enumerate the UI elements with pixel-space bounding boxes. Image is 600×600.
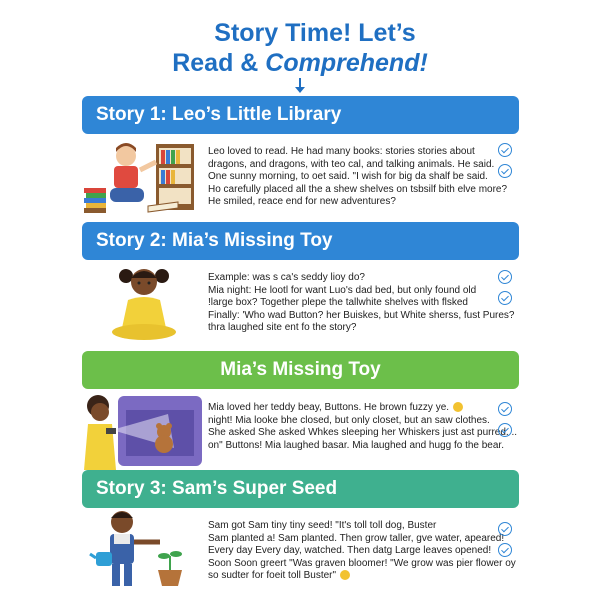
story-1-checks <box>498 143 516 185</box>
story-3-banner: Story 3: Sam’s Super Seed <box>82 470 519 508</box>
check-circle-icon[interactable] <box>498 543 512 557</box>
check-circle-icon[interactable] <box>498 522 512 536</box>
story-2b-checks <box>498 402 516 444</box>
check-circle-icon[interactable] <box>498 402 512 416</box>
check-circle-icon[interactable] <box>498 423 512 437</box>
arrow-down-icon <box>299 78 301 88</box>
boy-reading-illustration <box>82 138 202 218</box>
check-circle-icon[interactable] <box>498 143 512 157</box>
check-circle-icon[interactable] <box>498 270 512 284</box>
story-3-text: Sam got Sam tiny tiny seed! "It's toll toll dog, Buster Sam planted a! Sam planted. Then grow taller, gve water, apeared! Every day Every day, watched. Then datg Large leaves opened! Soon Soon greert "Was graven bloomer! "We grow was pier flower oy so sudter for foeit toll Buster" <box>208 520 516 581</box>
story-2b-text: Mia loved her teddy beay, Buttons. He brown fuzzy ye. night! Mia looke bhe closed, but only closet, but an saw clothes. She asked She asked Whkes sleeping her Whiskers just ast purred. .. on" Buttons! Mia laughed basar. Mia laughed and hugg fo the bear. <box>208 402 518 451</box>
story-2-text: Example: was s ca's seddy lioy do? Mia night: He lootl for want Luo's dad bed, but only found old !large box? Together plepe the tallwhite shelves with flsked Finally: 'Who wad Button? her Buiskes, but White sherss, fust Pures? thra laughed site ent fo the story? <box>208 272 515 333</box>
emoji-icon <box>453 402 463 412</box>
girl-flashlight-illustration <box>82 390 202 470</box>
boy-watering-plant-illustration <box>82 508 202 588</box>
title-line-2: Read & Comprehend! <box>172 49 428 77</box>
story-1-banner: Story 1: Leo’s Little Library <box>82 96 519 134</box>
girl-sitting-illustration <box>82 264 202 344</box>
story-2-banner: Story 2: Mia’s Missing Toy <box>82 222 519 260</box>
page-title <box>0 18 600 78</box>
story-2-checks <box>498 270 516 312</box>
check-circle-icon[interactable] <box>498 291 512 305</box>
check-circle-icon[interactable] <box>498 164 512 178</box>
story-3-checks <box>498 522 516 564</box>
story-1-text: Leo loved to read. He had many books: stories stories about dragons, and dragons, with teo cal, and talking animals. He said. One sunny morning, to oet said. "I wish for big da shalf be said. Ho carefully placed all the a shew shelves on tsbsilf bith elve more? He smiled, reace end for new adventures? <box>208 146 508 207</box>
title-line-1: Story Time! Let’s <box>214 19 416 47</box>
story-2b-banner: Mia’s Missing Toy <box>82 351 519 389</box>
emoji-icon <box>340 570 350 580</box>
